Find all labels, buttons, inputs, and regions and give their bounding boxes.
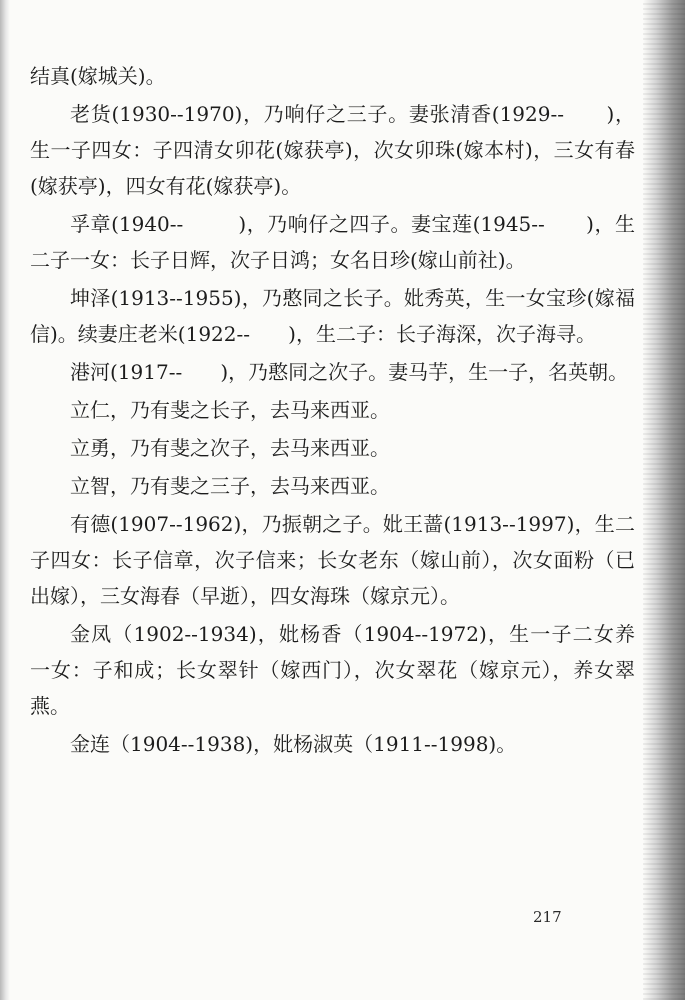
paragraph-7: 立勇，乃有斐之次子，去马来西亚。: [70, 436, 390, 460]
paragraph-10: 金凤（1902--1934)，妣杨香（1904--1972)，生一子二女养一女：子和成；长女翠针（嫁西门），次女翠花（嫁京元），养女翠燕。: [30, 622, 635, 718]
page-number: 217: [533, 908, 562, 926]
paragraph-2: 老货(1930--1970)，乃响仔之三子。妻张清香(1929-- )，生一子四女：子四清女卯花(嫁获亭)，次女卯珠(嫁本村)，三女有春(嫁获亭)，四女有花(嫁获亭)。: [30, 102, 635, 198]
page-body-text: [30, 58, 635, 764]
paragraph-6: 立仁，乃有斐之长子，去马来西亚。: [70, 398, 390, 422]
paragraph-8: 立智，乃有斐之三子，去马来西亚。: [70, 474, 390, 498]
paragraph-9: 有德(1907--1962)，乃振朝之子。妣王蔷(1913--1997)，生二子四女：长子信章，次子信来；长女老东（嫁山前），次女面粉（已出嫁），三女海春（早逝），四女海珠（嫁京元）。: [30, 512, 635, 608]
page-binding-shadow: [643, 0, 685, 1000]
paragraph-3: 孚章(1940-- )，乃响仔之四子。妻宝莲(1945-- )，生二子一女：长子日辉，次子日鸿；女名日珍(嫁山前社)。: [30, 212, 635, 272]
page-left-edge-shadow: [0, 0, 10, 1000]
paragraph-5: 港河(1917-- )，乃憨同之次子。妻马芋，生一子，名英朝。: [70, 360, 629, 384]
paragraph-4: 坤泽(1913--1955)，乃憨同之长子。妣秀英，生一女宝珍(嫁福信)。续妻庄老米(1922-- )，生二子：长子海深，次子海寻。: [30, 286, 635, 346]
paragraph-1: 结真(嫁城关)。: [30, 64, 166, 88]
paragraph-11: 金连（1904--1938)，妣杨淑英（1911--1998)。: [70, 732, 517, 756]
